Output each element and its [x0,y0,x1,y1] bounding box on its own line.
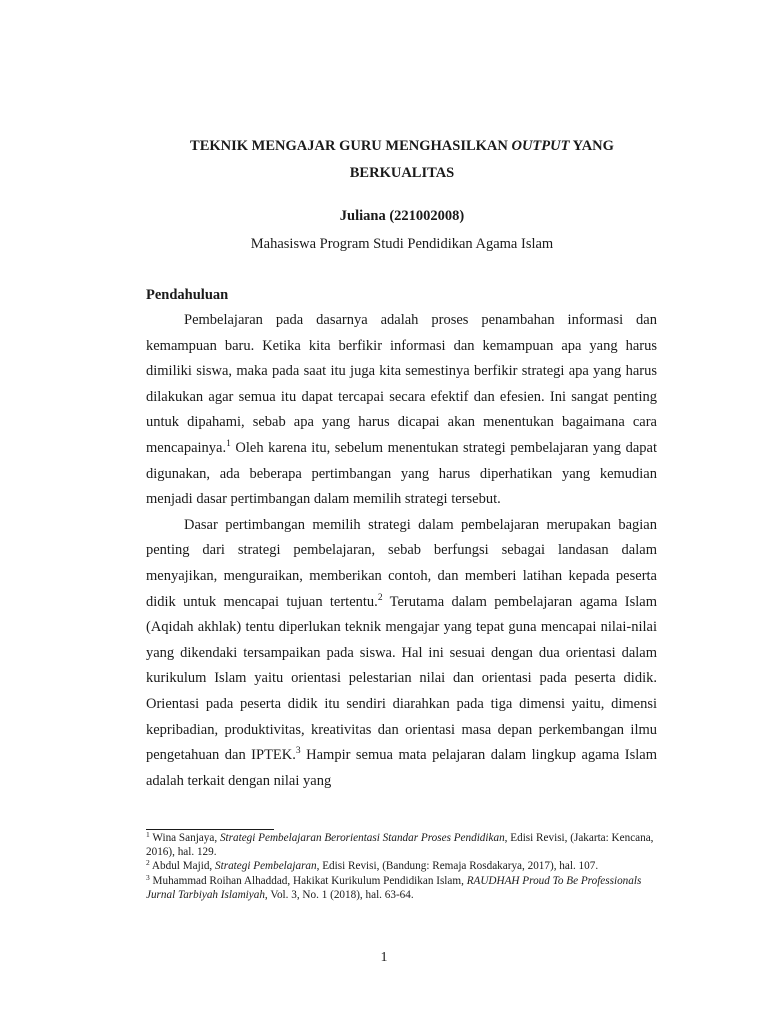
paragraph-text: Pembelajaran pada dasarnya adalah proses penambahan informasi dan kemampuan baru. Ketika kita berfikir informasi dan kemampuan apa yang harus dimiliki siswa, maka pada saat itu juga kita semestinya berfikir strategi apa yang harus dilakukan agar semua itu dapat tercapai secara efektif dan efesien. Ini sangat penting untuk dipahami, sebab apa yang harus dicapai akan menentukan bagaimana cara mencapainya. [146,312,657,456]
footnote-number: 2 [146,858,150,868]
footnote-italic-title: RAUDHAH Proud To Be Professionals Jurnal Tarbiyah Islamiyah [146,874,642,901]
body-text [146,308,657,794]
title-text: TEKNIK MENGAJAR GURU MENGHASILKAN [190,138,512,154]
paragraph-text: Terutama dalam pembelajaran agama Islam (Aqidah akhlak) tentu diperlukan teknik mengajar yang tepat guna mencapai nilai-nilai yang dikendaki tersampaikan pada siswa. Hal ini sesuai dengan dua orientasi dalam kurikulum Islam yaitu orientasi pelestarian nilai dan orientasi pada peserta didik. Orientasi pada peserta didik itu sendiri diarahkan pada tiga dimensi yaitu, dimensi kepribadian, produktivitas, kreativitas dan orientasi masa depan perkembangan ilmu pengetahuan dan IPTEK. [146,593,657,764]
footnote-ref[interactable]: 1 [226,438,231,449]
paragraph [146,513,657,795]
footnote-number: 3 [146,872,150,882]
page-number: 1 [380,950,388,965]
footnote-italic-title: Strategi Pembelajaran Berorientasi Standar Proses Pendidikan [219,832,505,844]
document-title [146,133,658,187]
footnote-separator [146,829,274,830]
title-italic-word: OUTPUT [511,138,570,154]
paragraph [146,308,657,513]
footnote-text: , Edisi Revisi, (Bandung: Remaja Rosdakarya, 2017), hal. 107. [316,860,599,873]
footnote-text: Abdul Majid, [149,860,216,873]
footnote-text: Muhammad Roihan Alhaddad, Hakikat Kurikulum Pendidikan Islam, [149,874,467,887]
footnote-text: Wina Sanjaya, [149,832,220,844]
footnote-text: , Vol. 3, No. 1 (2018), hal. 63-64. [264,888,414,901]
paragraph-text: Oleh karena itu, sebelum menentukan strategi pembelajaran yang dapat digunakan, ada beberapa pertimbangan yang harus diperhatikan yang kemudian menjadi dasar pertimbangan dalam memilih strategi tersebut. [146,439,657,508]
paragraph-text: Hampir semua mata pelajaran dalam lingkup agama Islam adalah terkait dengan nilai yang [146,747,657,789]
footnotes [146,831,657,902]
section-heading: Pendahuluan [146,287,229,303]
footnote-item [146,831,657,859]
author-name: Juliana (221002008) [339,208,465,224]
title-text-end: YANG [569,138,614,154]
footnote-item [146,859,657,873]
author-affiliation: Mahasiswa Program Studi Pendidikan Agama Islam [250,236,554,252]
footnote-ref[interactable]: 3 [295,746,301,757]
paragraph-text: Dasar pertimbangan memilih strategi dalam pembelajaran merupakan bagian penting dari strategi pembelajaran, sebab berfungsi sebagai landasan dalam menyajikan, menguraikan, memberikan contoh, dan memberi latihan kepada peserta didik untuk mencapai tujuan tertentu. [146,516,657,610]
footnote-ref[interactable]: 2 [377,592,383,603]
footnote-item [146,874,657,902]
footnote-number: 1 [146,830,150,839]
footnote-italic-title: Strategi Pembelajaran [215,860,317,873]
footnote-text: , Edisi Revisi, (Jakarta: Kencana, 2016), hal. 129. [146,832,654,859]
title-line-2: BERKUALITAS [349,165,455,181]
